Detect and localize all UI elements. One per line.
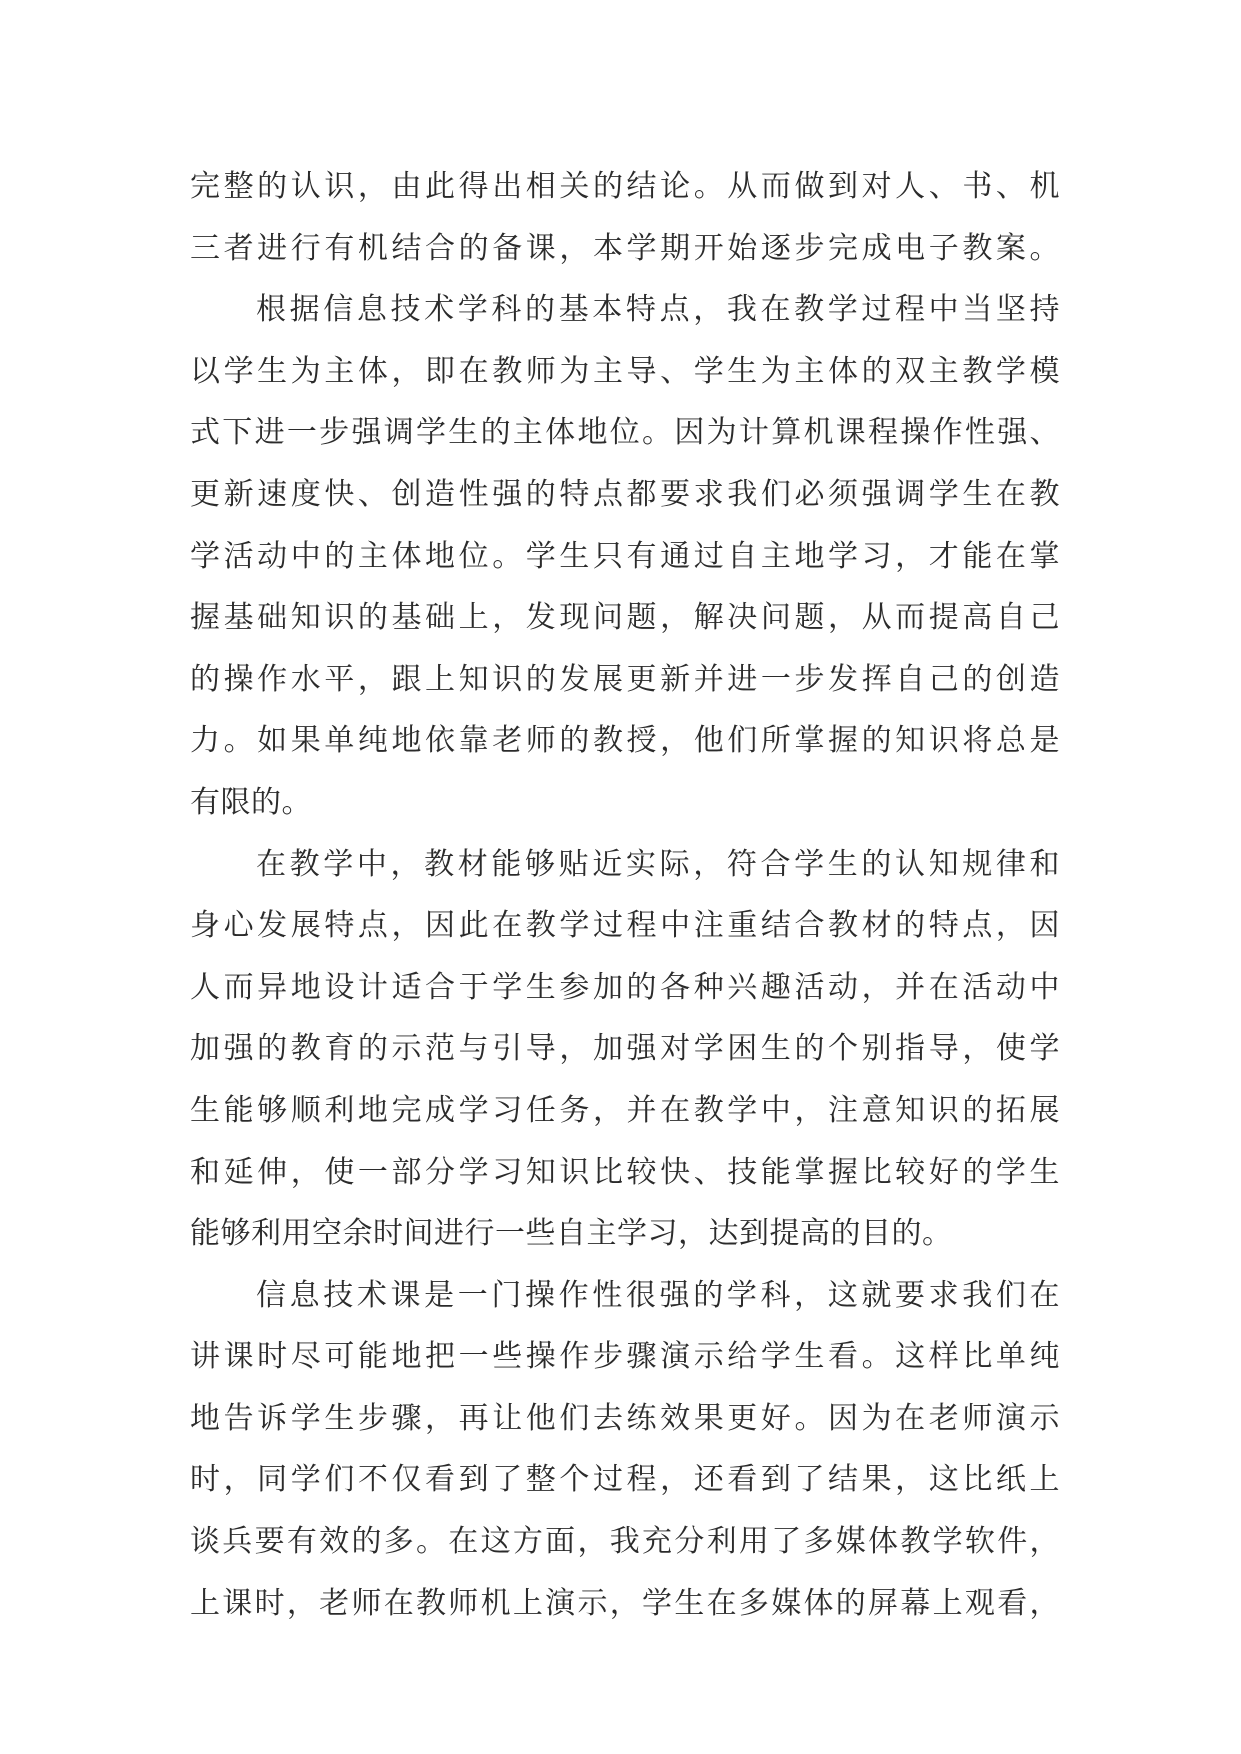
text-line: 和延伸，使一部分学习知识比较快、技能掌握比较好的学生 [190, 1154, 1060, 1190]
paragraph-start-line: 在教学中，教材能够贴近实际，符合学生的认知规律和 [256, 846, 1060, 882]
text-line: 上课时，老师在教师机上演示，学生在多媒体的屏幕上观看， [190, 1585, 1060, 1621]
text-line: 握基础知识的基础上，发现问题，解决问题，从而提高自己 [190, 600, 1060, 636]
text-line: 力。如果单纯地依靠老师的教授，他们所掌握的知识将总是 [190, 723, 1060, 759]
text-line: 地告诉学生步骤，再让他们去练效果更好。因为在老师演示 [190, 1400, 1060, 1436]
text-line: 人而异地设计适合于学生参加的各种兴趣活动，并在活动中 [190, 969, 1060, 1005]
text-line: 身心发展特点，因此在教学过程中注重结合教材的特点，因 [190, 908, 1060, 944]
text-line: 谈兵要有效的多。在这方面，我充分利用了多媒体教学软件， [190, 1524, 1060, 1560]
body-text [190, 156, 1060, 1634]
paragraph-end-line: 能够利用空余时间进行一些自主学习，达到提高的目的。 [190, 1216, 953, 1252]
text-line: 加强的教育的示范与引导，加强对学困生的个别指导，使学 [190, 1031, 1060, 1067]
text-line: 的操作水平，跟上知识的发展更新并进一步发挥自己的创造 [190, 661, 1060, 697]
text-line: 完整的认识，由此得出相关的结论。从而做到对人、书、机 [190, 169, 1060, 204]
text-line: 讲课时尽可能地把一些操作步骤演示给学生看。这样比单纯 [190, 1339, 1060, 1375]
text-line: 学活动中的主体地位。学生只有通过自主地学习，才能在掌 [190, 538, 1060, 574]
text-line: 更新速度快、创造性强的特点都要求我们必须强调学生在教 [190, 476, 1060, 512]
text-line: 时，同学们不仅看到了整个过程，还看到了结果，这比纸上 [190, 1462, 1060, 1498]
text-line: 以学生为主体，即在教师为主导、学生为主体的双主教学模 [190, 353, 1060, 389]
text-line: 生能够顺利地完成学习任务，并在教学中，注意知识的拓展 [190, 1092, 1060, 1128]
paragraph-start-line: 信息技术课是一门操作性很强的学科，这就要求我们在 [256, 1277, 1060, 1313]
text-line: 式下进一步强调学生的主体地位。因为计算机课程操作性强、 [190, 415, 1060, 451]
paragraph-end-line: 有限的。 [190, 784, 312, 820]
paragraph-start-line: 根据信息技术学科的基本特点，我在教学过程中当坚持 [256, 292, 1060, 328]
text-line: 三者进行有机结合的备课，本学期开始逐步完成电子教案。 [190, 230, 1060, 266]
